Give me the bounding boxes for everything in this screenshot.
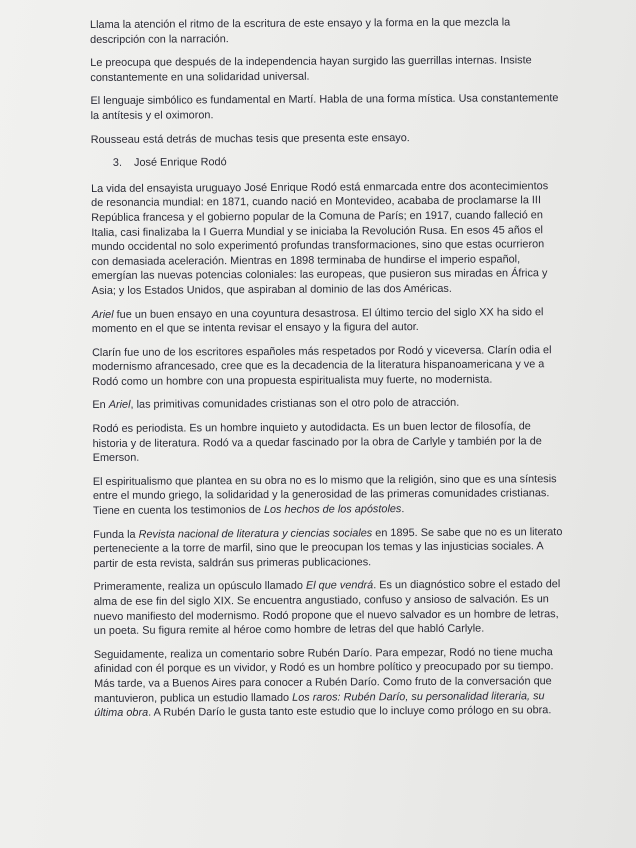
paragraph-4 — [91, 130, 561, 147]
paragraph-text: Llama la atención el ritmo de la escritura de este ensayo y la forma en la que mezcla la descripción con la narración. — [90, 16, 511, 46]
paragraph-text: fue un buen ensayo en una coyuntura desastrosa. El último tercio del siglo XX ha sido el momento en el que se intenta revisar el ensayo y la figura del autor. — [91, 305, 544, 336]
paragraph-text: en 1895. Se sabe que no es un literato perteneciente a la torre de marfil, sino que le preocupan los temas y las injusticias sociales. A partir de esta revista, saldrán sus primeras publicaciones. — [93, 525, 563, 570]
paragraph-7 — [92, 343, 562, 390]
paragraph-text: . — [401, 503, 405, 516]
paragraph-text: Primeramente, realiza un opúsculo llamado — [93, 580, 306, 594]
paragraph-text: El lenguaje simbólico es fundamental en Martí. Habla de una forma mística. Usa constantemente la antítesis y el oximoron. — [90, 92, 559, 122]
paragraph-8 — [92, 396, 562, 413]
section-number: 3. — [112, 156, 123, 170]
italic-title: El que vendrá — [305, 579, 374, 593]
section-heading — [113, 153, 561, 170]
paragraph-6 — [92, 305, 562, 337]
paragraph-9 — [92, 419, 562, 466]
paragraph-11 — [93, 525, 563, 572]
paragraph-text: Seguidamente, realiza un comentario sobre Rubén Darío. Para empezar, Rodó no tiene mucha afinidad con él porque es un vividor, y Rodó es un hombre político y preocupado por su tiempo. Más tarde, va a Buenos Aires para conocer a Rubén Darío. Como fruto de la conversación que mantuvieron, publica un estudio llamado — [93, 645, 554, 705]
italic-title: Ariel — [108, 399, 131, 412]
paragraph-3 — [90, 92, 560, 124]
paragraph-text: Le preocupa que después de la independencia hayan surgido las guerrillas internas. Insiste constantemente en una solidaridad universal. — [90, 54, 532, 84]
paragraph-2 — [90, 53, 560, 85]
paragraph-text: Rodó es periodista. Es un hombre inquieto y autodidacta. Es un buen lector de filosofía, de historia y de literatura. Rodó va a quedar fascinado por la obra de Carlyle y también por la de Emerson. — [92, 420, 542, 465]
paragraph-text: . Es un diagnóstico sobre el estado del alma de ese fin del siglo XIX. Se encuentra angustiado, confuso y ansioso de salvación. Es un nuevo manifiesto del modernismo. Rodó propone que el nuevo salvador es un hombre de letras, un poeta. Su figura remite al héroe como hombre de letras del que habló Carlyle. — [93, 578, 561, 638]
paragraph-12 — [93, 578, 563, 639]
paragraph-text: El espiritualismo que plantea en su obra no es lo mismo que la religión, sino que es una síntesis entre el mundo griego, la solidaridad y la generosidad de las primeras comunidades cristianas. Tiene en cuenta los testimonios de — [92, 473, 557, 518]
italic-title: Los hechos de los apóstoles — [263, 503, 402, 516]
paragraph-text: Clarín fue uno de los escritores españoles más respetados por Rodó y viceversa. Clarín odia el modernismo afrancesado, cree que es la decadencia de la literatura hispanoamericana y ve a Rodó como un hombre con una propuesta espiritualista muy fuerte, no modernista. — [92, 343, 552, 388]
document-body — [90, 15, 564, 721]
italic-title: Los raros: Rubén Darío, su personalidad literaria, su última obra — [94, 689, 545, 720]
paragraph-5 — [91, 179, 562, 299]
section-title: José Enrique Rodó — [133, 156, 227, 169]
paragraph-text: En — [92, 399, 109, 412]
paragraph-text: , las primitivas comunidades cristianas son el otro polo de atracción. — [130, 397, 460, 412]
paragraph-text: Funda la — [93, 528, 139, 541]
paragraph-text: Rousseau está detrás de muchas tesis que presenta este ensayo. — [90, 131, 410, 146]
paragraph-13 — [94, 645, 564, 721]
paragraph-text: La vida del ensayista uruguayo José Enrique Rodó está enmarcada entre dos acontecimientos de resonancia mundial: en 1871, cuando nació en Montevideo, acababa de proclamarse la III República francesa y el gobierno popular de la Comuna de París; en 1917, cuando falleció en Italia, casi finalizaba la I Guerra Mundial y se iniciaba la Revolución Rusa. En esos 45 años el mundo occidental no solo experimentó profundas transformaciones, sino que estas ocurrieron con demasiada aceleración. Mientras en 1898 terminaba de hundirse el imperio español, emergían las nuevas potencias coloniales: las europeas, que pusieron sus miradas en África y Asia; y los Estados Unidos, que aspiraban al dominio de las dos Américas. — [91, 179, 549, 297]
paragraph-10 — [93, 472, 563, 519]
italic-title: Ariel — [91, 308, 114, 321]
paragraph-text: . A Rubén Darío le gusta tanto este estudio que lo incluye como prólogo en su obra. — [148, 704, 552, 719]
italic-title: Revista nacional de literatura y ciencias sociales — [138, 526, 373, 541]
paragraph-1 — [90, 15, 560, 47]
